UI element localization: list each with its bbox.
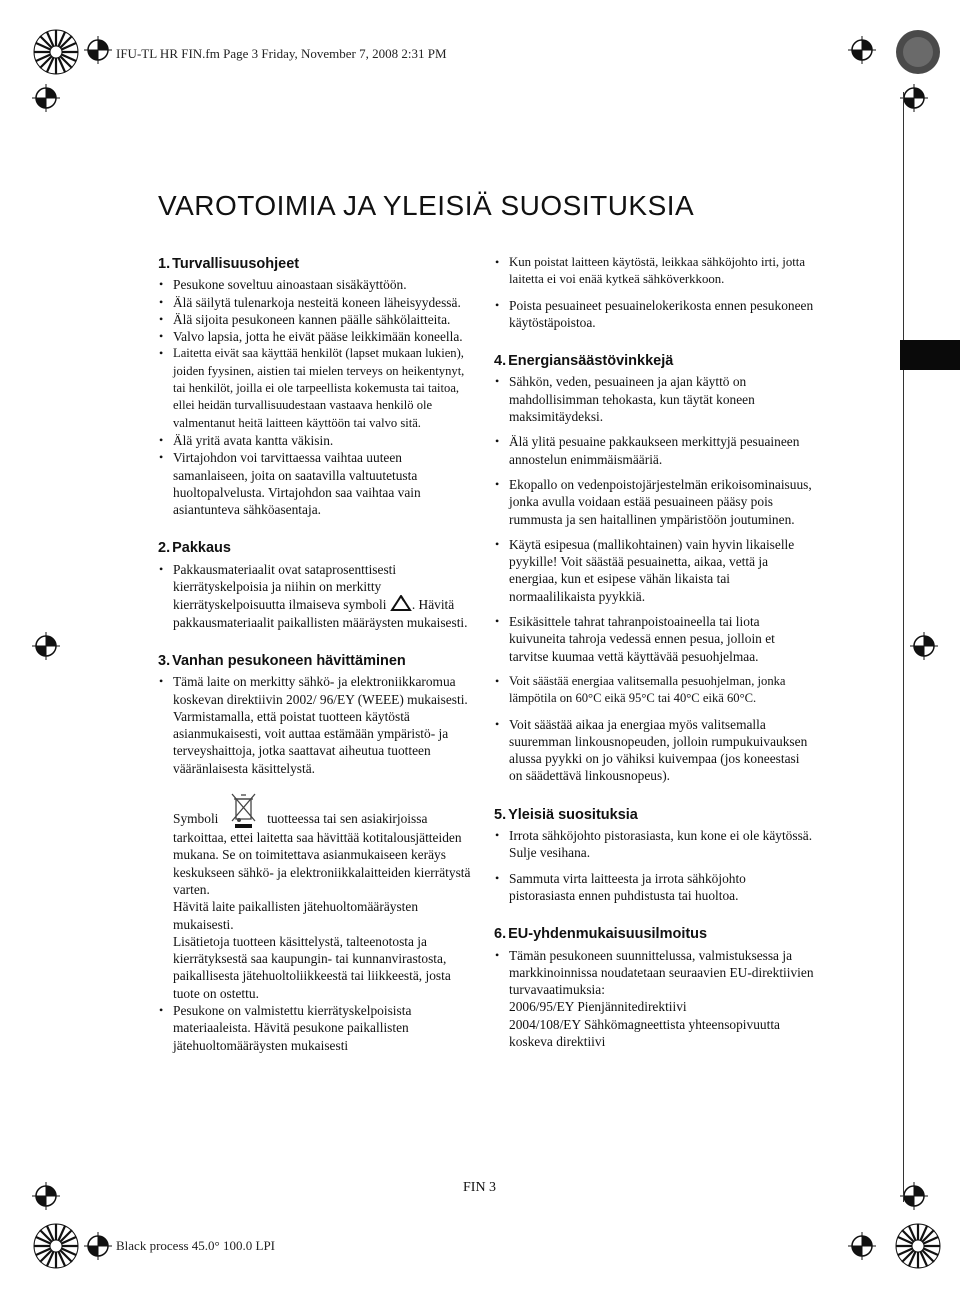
list-item: • Voit säästää energiaa valitsemalla pesuohjelman, jonka lämpötila on 60°C eikä 95°C tai 40°C eikä 60°C. xyxy=(494,673,814,708)
list-item: • Valvo lapsia, jotta he eivät pääse leikkimään koneella. xyxy=(158,328,478,345)
registration-mark-icon-left-middle xyxy=(32,632,60,660)
margin-guide-line xyxy=(903,92,904,1202)
file-info-header: IFU-TL HR FIN.fm Page 3 Friday, November 7, 2008 2:31 PM xyxy=(116,46,447,61)
starburst-target-icon-top-left xyxy=(32,28,80,76)
list-item: • Ekopallo on vedenpoistojärjestelmän erikoisominaisuus, jonka avulla voidaan estää pesuaineen pääsy pois rummusta ja sen haitallinen ympäristöön joutuminen. xyxy=(494,476,814,528)
registration-mark-icon-top-left xyxy=(84,36,112,64)
list-item: • Irrota sähköjohto pistorasiasta, kun kone ei ole käytössä. Sulje vesihana. xyxy=(494,827,814,862)
color-target-icon-top-right xyxy=(894,28,942,76)
weee-symbol-paragraph xyxy=(173,791,478,898)
list-item: • Sähkön, veden, pesuaineen ja ajan käyttö on mahdollisimman tehokasta, kun täytät koneen maksimitäydeksi. xyxy=(494,373,814,425)
weee-symbol-text: tuotteessa tai sen asiakirjoissa tarkoittaa, ettei laitetta saa hävittää kotitalousjätteiden mukana. Se on toimitettava asianmukaiseen keräys keskukseen sähkö- ja elektroniikkalaitteiden kierrätystä varten. xyxy=(173,811,471,897)
registration-mark-icon-right-upper xyxy=(900,84,928,112)
starburst-target-icon-bottom-left xyxy=(32,1222,80,1270)
disposal-benefit-text: Varmistamalla, että poistat tuotteen käytöstä asianmukaisesti, voit auttaa estämään ympäristö- ja terveyshaittoja, jotka saattavat aiheutua tuotteen vääränlaisesta käsittelystä. xyxy=(173,708,449,776)
weee-directive-text: • Tämä laite on merkitty sähkö- ja elektroniikkaromua koskevan direktiivin 2002/ 96/EY (WEEE) mukaisesti. xyxy=(173,674,468,707)
low-voltage-directive: 2006/95/EY Pienjännitedirektiivi xyxy=(509,999,687,1015)
section-3-heading: 3. Vanhan pesukoneen hävittäminen xyxy=(158,652,406,669)
left-column xyxy=(158,256,478,1054)
section-4-list xyxy=(494,373,814,784)
list-item: • Pesukone soveltuu ainoastaan sisäkäyttöön. xyxy=(158,276,478,293)
section-6-list xyxy=(494,947,814,1051)
section-1-heading: 1. Turvallisuusohjeet xyxy=(158,256,300,272)
packaging-text: Pakkausmateriaalit ovat sataprosenttisesti kierrätyskelpoisia ja niihin on merkitty kierrätyskelpoisuutta ilmaiseva symboli xyxy=(173,561,397,613)
crossed-out-wheelie-bin-icon xyxy=(230,791,258,829)
registration-mark-icon-top-right xyxy=(848,36,876,64)
registration-mark-icon-left-lower xyxy=(32,1182,60,1210)
recycle-symbol-icon xyxy=(390,595,412,612)
registration-mark-icon-right-lower xyxy=(900,1182,928,1210)
list-item xyxy=(494,947,814,1051)
more-info-text: Lisätietoja tuotteen käsittelystä, talteenotosta ja kierrätyksestä saa kaupungin- tai kunnanvirastosta, paikallisesta jätehuoltoliikkeestä tai liikkeestä, josta tuote on ostettu. xyxy=(173,933,451,1001)
emc-directive: 2004/108/EY Sähkömagneettista yhteensopivuutta koskeva direktiivi xyxy=(509,1016,780,1049)
list-item: • Älä sijoita pesukoneen kannen päälle sähkölaitteita. xyxy=(158,311,478,328)
dispose-locally-text: Hävitä laite paikallisten jätehuoltomääräysten mukaisesti. xyxy=(173,899,419,932)
symbol-label: Symboli xyxy=(173,811,219,827)
section-5-list xyxy=(494,827,814,904)
registration-mark-icon-bottom-left xyxy=(84,1232,112,1260)
section-4-heading: 4. Energiansäästövinkkejä xyxy=(494,353,674,370)
section-3-continued-list xyxy=(494,254,814,331)
registration-mark-icon-bottom-right xyxy=(848,1232,876,1260)
page-number: FIN 3 xyxy=(463,1180,497,1195)
eu-declaration-text: • Tämän pesukoneen suunnittelussa, valmistuksessa ja markkinoinnissa noudatetaan seuraavien EU-direktiivien turvavaatimuksia: xyxy=(509,947,814,998)
section-6-heading: 6. EU-yhdenmukaisuusilmoitus xyxy=(494,926,708,943)
packaging-text-cont: . Hävitä pakkausmateriaalit paikallisten määräysten mukaisesti. xyxy=(173,597,468,630)
list-item: • Laitetta eivät saa käyttää henkilöt (lapset mukaan lukien), joiden fyysinen, aistien tai mielen terveys on heikentynyt, tai henkilöt, joilla ei ole tarpeellista kokemusta tai taitoa, ellei heidän turvallisuudestaan vastaava henkilö ole valmentanut heitä laitteen käyttöön tai valvo sitä. xyxy=(158,345,478,431)
registration-mark-icon-right-middle xyxy=(910,632,938,660)
section-5-heading: 5. Yleisiä suosituksia xyxy=(494,806,638,823)
registration-mark-icon-left-upper xyxy=(32,84,60,112)
list-item xyxy=(158,673,478,1002)
list-item: • Älä yritä avata kantta väkisin. xyxy=(158,432,478,449)
list-item: • Voit säästää aikaa ja energiaa myös valitsemalla suuremman linkousnopeuden, jolloin rumpukuivauksen alussa pyykki on jo vähiksi kuivempaa (jos koneestasi on säädettävä linkousnopeus). xyxy=(494,716,814,785)
section-2-heading: 2. Pakkaus xyxy=(158,540,231,557)
page-title: VAROTOIMIA JA YLEISIÄ SUOSITUKSIA xyxy=(158,190,695,221)
starburst-target-icon-bottom-right xyxy=(894,1222,942,1270)
list-item: • Käytä esipesua (mallikohtainen) vain hyvin likaiselle pyykille! Voit säästää pesuainetta, aikaa, vettä ja energiaa, kun et esipese vähän likaista tai normaalilikaista pyykkiä. xyxy=(494,536,814,605)
list-item: • Poista pesuaineet pesuainelokerikosta ennen pesukoneen käytöstäpoistoa. xyxy=(494,297,814,332)
list-item: • Virtajohdon voi tarvittaessa vaihtaa uuteen samanlaiseen, joita on saatavilla valtuutetusta huoltopalvelusta. Virtajohdon saa vaihtaa vain asiantunteva sähköasentaja. xyxy=(158,449,478,518)
right-column xyxy=(494,254,814,1058)
list-item: • Esikäsittele tahrat tahranpoistoaineella tai liota kuivuneita tahroja vedessä ennen pesua, jolloin et tarvitse kuumaa vettä käyttävää pesuohjelmaa. xyxy=(494,613,814,665)
list-item: • Kun poistat laitteen käytöstä, leikkaa sähköjohto irti, jotta laitetta ei voi enää kytkeä sähköverkkoon. xyxy=(494,254,814,289)
section-2-list xyxy=(158,561,478,631)
print-info-footer: Black process 45.0° 100.0 LPI xyxy=(116,1238,276,1253)
list-item: • Älä säilytä tulenarkoja nesteitä koneen läheisyydessä. xyxy=(158,294,478,311)
language-tab-marker xyxy=(900,340,960,370)
list-item: • Pesukone on valmistettu kierrätyskelpoisista materiaaleista. Hävitä pesukone paikallisten jätehuoltomääräysten mukaisesti xyxy=(158,1002,478,1054)
list-item: • Sammuta virta laitteesta ja irrota sähköjohto pistorasiasta ennen puhdistusta tai huoltoa. xyxy=(494,870,814,905)
list-item xyxy=(158,561,478,631)
section-1-list xyxy=(158,276,478,518)
section-3-list xyxy=(158,673,478,1054)
list-item: • Älä ylitä pesuaine pakkaukseen merkittyjä pesuaineen annostelun enimmäismääriä. xyxy=(494,433,814,468)
